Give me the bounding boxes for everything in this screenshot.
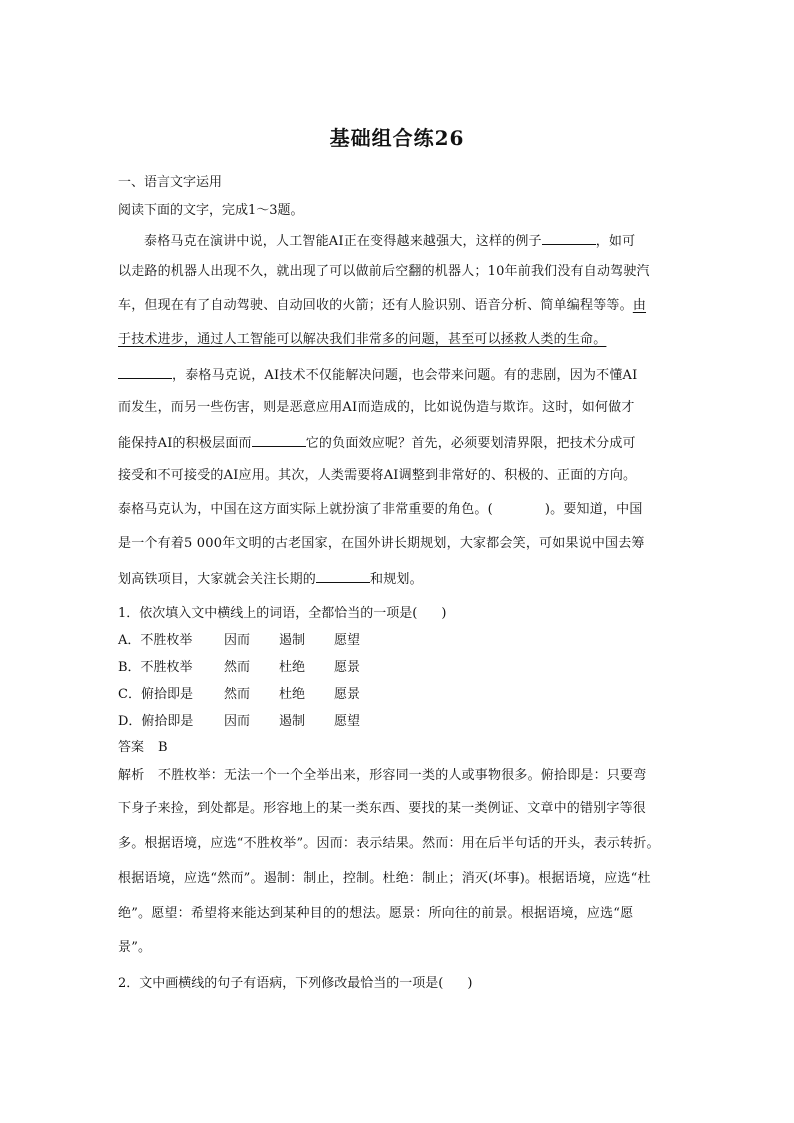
option-a: A．不胜枚举 因而 遏制 愿望 [118,633,361,648]
passage-line: 能保持AI的积极层面而 它的负面效应呢？首先，必须要划清界限，把技术分成可 [118,436,636,451]
passage-line: 泰格马克在演讲中说，人工智能AI正在变得越来越强大，这样的例子 ，如可 [144,234,636,249]
analysis-line: 绝”。愿望：希望将来能达到某种目的的想法。愿景：所向往的前景。根据语境，应选“愿 [118,906,634,921]
question-2-stem: 2．文中画横线的句子有语病，下列修改最恰当的一项是( ) [118,976,473,991]
underlined-sentence: 由 [632,298,647,313]
fill-blank-4 [316,570,370,583]
analysis-line: 多。根据语境，应选“不胜枚举”。因而：表示结果。然而：用在后半句话的开头，表示转折。 [118,836,660,851]
passage-line: ，泰格马克说，AI技术不仅能解决问题，也会带来问题。有的悲剧，因为不懂AI [118,366,637,384]
option-b: B．不胜枚举 然而 杜绝 愿景 [118,660,361,675]
section-heading: 一、语言文字运用 [118,175,223,190]
analysis-line: 下身子来捡，到处都是。形容地上的某一类东西、要找的某一类例证、文章中的错别字等很 [118,801,647,816]
answer-line [118,740,168,756]
passage-line: 泰格马克认为，中国在这方面实际上就扮演了非常重要的角色。( )。要知道，中国 [118,502,643,517]
fill-blank-2 [118,366,172,379]
question-1-stem: 1．依次填入文中横线上的词语，全都恰当的一项是( ) [118,606,447,621]
passage-line: 划高铁项目，大家就会关注长期的 和规划。 [118,572,423,587]
analysis-line: 景”。 [118,940,152,955]
passage-line: 以走路的机器人出现不久，就出现了可以做前后空翻的机器人；10年前我们没有自动驾驶汽 [118,264,650,279]
answer-label: 答案 [118,740,145,755]
analysis-line: 根据语境，应选“然而”。遏制：制止，控制。杜绝：制止；消灭(坏事)。根据语境，应选“杜 [118,871,651,886]
analysis-line: 解析 不胜枚举：无法一个一个全举出来，形容同一类的人或事物很多。俯拾即是：只要弯 [118,768,647,783]
passage-line: 而发生，而另一些伤害，则是恶意应用AI而造成的，比如说伪造与欺诈。这时，如何做才 [118,400,635,415]
page-title: 基础组合练26 [329,126,465,150]
instruction: 阅读下面的文字，完成1～3题。 [118,203,304,218]
fill-blank-3 [252,434,306,447]
fill-blank-1 [542,232,596,245]
option-c: C．俯拾即是 然而 杜绝 愿景 [118,687,361,702]
passage-line [118,332,606,348]
passage-line: 接受和不可接受的AI应用。其次，人类需要将AI调整到非常好的、积极的、正面的方向。 [118,468,637,483]
answer-value: B [158,740,168,755]
passage-line: 车，但现在有了自动驾驶、自动回收的火箭；还有人脸识别、语音分析、简单编程等等。由 [118,298,647,313]
analysis-label: 解析 [118,768,145,783]
passage-line: 是一个有着5 000年文明的古老国家，在国外讲长期规划，大家都会笑，可如果说中国去筹 [118,536,645,551]
option-d: D．俯拾即是 因而 遏制 愿望 [118,714,361,729]
underlined-sentence: 于技术进步，通过人工智能可以解决我们非常多的问题，甚至可以拯救人类的生命。 [118,332,607,347]
